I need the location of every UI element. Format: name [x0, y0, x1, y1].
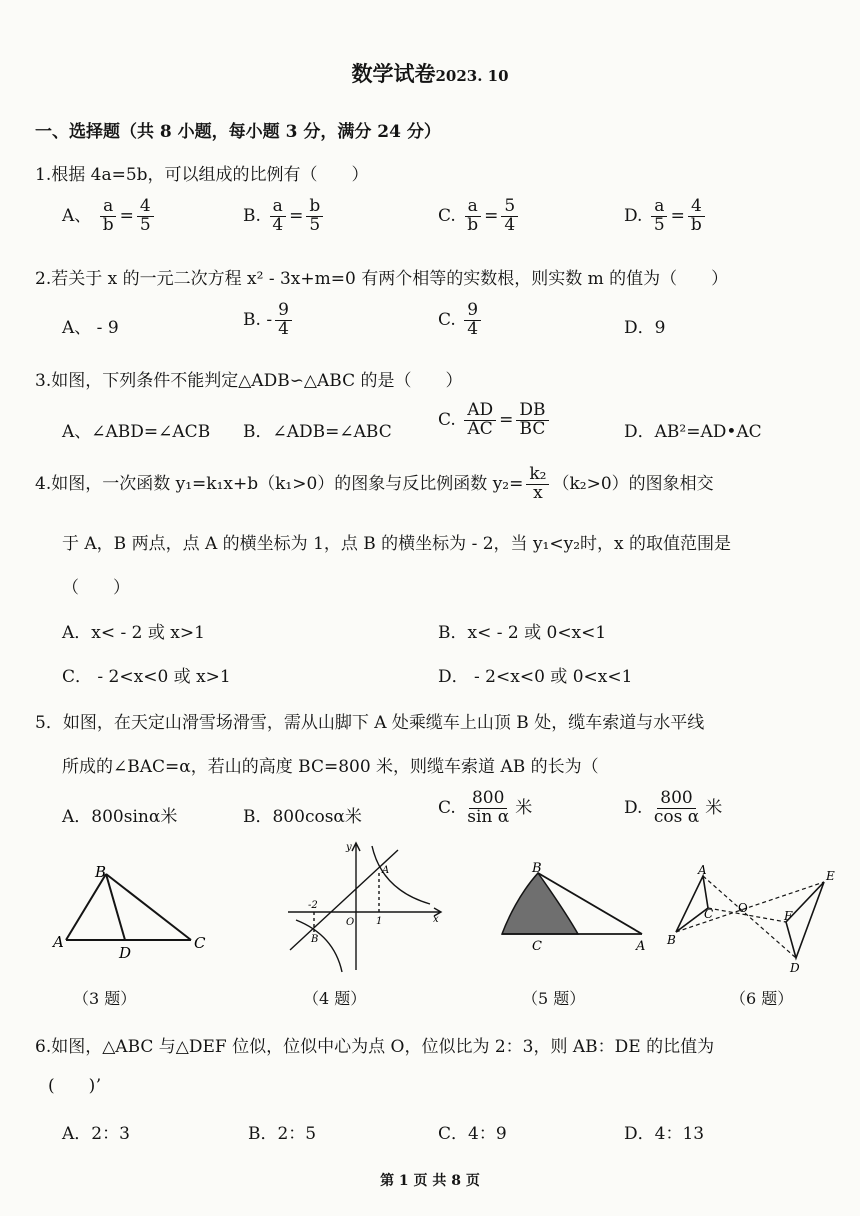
- q1-option-d: D. $\frac{a}{5}$ = $\frac{4}{b}$: [624, 198, 708, 235]
- vertex-label-b: B: [667, 933, 676, 947]
- q6-option-d: D．4：13: [624, 1124, 705, 1144]
- q6-option-b: B．2：5: [248, 1124, 317, 1144]
- q5-option-d: D. $\frac{800}{\text{cos α}}$ 米: [624, 788, 723, 827]
- vertex-label-a: A: [53, 933, 64, 951]
- vertex-label-c: C: [532, 939, 542, 954]
- q2-option-b: B. - $\frac{9}{4}$: [243, 302, 295, 339]
- question-6-stem-line2: ( )ʼ: [48, 1076, 101, 1096]
- vertex-label-c: C: [704, 907, 714, 921]
- tick-label-neg2: -2: [308, 900, 318, 911]
- section-heading: 一、选择题（共 8 小题，每小题 3 分，满分 24 分）: [35, 122, 441, 142]
- q1-option-c: C. $\frac{a}{b}$ = $\frac{5}{4}$: [438, 198, 521, 235]
- q2-option-c: C. $\frac{9}{4}$: [438, 302, 484, 339]
- q2-option-a: A、 - 9: [62, 318, 119, 338]
- figure-q4-graph: [280, 840, 450, 975]
- question-4-stem-line3: （ ）: [62, 578, 130, 598]
- q5-option-a: A．800sinα米: [62, 807, 178, 827]
- q3-option-b: B．∠ADB=∠ABC: [243, 422, 392, 442]
- vertex-label-b: B: [532, 861, 542, 876]
- question-4-stem-line1: 4.如图，一次函数 y₁=k₁x+b（k₁>0）的图象与反比例函数 y₂= $\frac{\text{k₂}}{x}$ （k₂>0）的图象相交: [35, 464, 714, 503]
- question-6-stem-line1: 6.如图，△ABC 与△DEF 位似，位似中心为点 O，位似比为 2：3，则 AB：DE 的比值为: [35, 1037, 715, 1057]
- figure-q3-caption: （3 题）: [73, 989, 137, 1008]
- center-label-o: O: [738, 901, 748, 915]
- vertex-label-c: C: [194, 934, 206, 952]
- q6-option-a: A．2：3: [62, 1124, 130, 1144]
- question-4-stem-line2: 于 A，B 两点，点 A 的横坐标为 1，点 B 的横坐标为 - 2，当 y₁<y₂时，x 的取值范围是: [62, 534, 732, 554]
- figure-q5-caption: （5 题）: [522, 989, 586, 1008]
- point-label-a: A: [382, 865, 390, 876]
- q4-option-b: B．x< - 2 或 0<x<1: [438, 623, 607, 643]
- q1-option-b: B. $\frac{a}{4}$ = $\frac{b}{5}$: [243, 198, 326, 235]
- vertex-label-a: A: [698, 863, 707, 877]
- q3-option-c: C. $\frac{AD}{AC}$ = $\frac{DB}{BC}$: [438, 402, 552, 439]
- vertex-label-d: D: [790, 961, 800, 975]
- vertex-label-e: E: [826, 869, 835, 883]
- q4-option-c: C． - 2<x<0 或 x>1: [62, 667, 231, 687]
- vertex-label-d: D: [119, 944, 132, 962]
- question-5-stem-line1: 5．如图，在天定山滑雪场滑雪，需从山脚下 A 处乘缆车上山顶 B 处，缆车索道与水平线: [35, 713, 705, 733]
- vertex-label-f: F: [784, 909, 793, 923]
- axis-label-x: x: [433, 914, 439, 925]
- q6-option-c: C．4：9: [438, 1124, 507, 1144]
- exam-date: 2023. 10: [435, 67, 509, 85]
- q2-option-d: D．9: [624, 318, 666, 338]
- point-label-b: B: [311, 934, 319, 945]
- figure-q6-homothety: [660, 862, 840, 977]
- figure-q5-mountain: [490, 858, 660, 963]
- q3-option-a: A、∠ABD=∠ACB: [62, 422, 211, 442]
- tick-label-1: 1: [376, 916, 383, 927]
- q5-option-c: C. $\frac{800}{\text{sin α}}$ 米: [438, 788, 533, 827]
- question-5-stem-line2: 所成的∠BAC=α，若山的高度 BC=800 米，则缆车索道 AB 的长为（: [62, 757, 599, 777]
- vertex-label-b: B: [95, 863, 107, 881]
- q4-option-d: D． - 2<x<0 或 0<x<1: [438, 667, 633, 687]
- q4-option-a: A．x< - 2 或 x>1: [62, 623, 205, 643]
- q5-option-b: B．800cosα米: [243, 807, 362, 827]
- page-title: 数学试卷2023. 10: [351, 61, 509, 86]
- axis-label-y: y: [346, 842, 352, 853]
- vertex-label-a: A: [636, 939, 646, 954]
- q1-option-a: A、 $\frac{a}{b}$ = $\frac{4}{5}$: [62, 198, 157, 235]
- origin-label: O: [346, 917, 355, 928]
- question-3-stem: 3.如图，下列条件不能判定△ADB∽△ABC 的是（ ）: [35, 371, 463, 391]
- figure-q4-caption: （4 题）: [303, 989, 367, 1008]
- question-1-stem: 1.根据 4a=5b，可以组成的比例有（ ）: [35, 165, 369, 185]
- page-footer: 第 1 页 共 8 页: [380, 1173, 480, 1189]
- figure-q3-triangle: [50, 858, 220, 968]
- figure-q6-caption: （6 题）: [730, 989, 794, 1008]
- q3-option-d: D．AB²=AD•AC: [624, 422, 762, 442]
- question-2-stem: 2.若关于 x 的一元二次方程 x² - 3x+m=0 有两个相等的实数根，则实数 m 的值为（ ）: [35, 269, 729, 289]
